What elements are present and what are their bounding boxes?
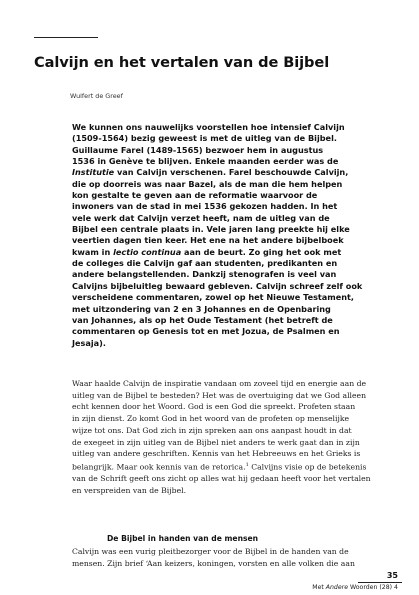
lead-line: andere belangstellenden. Dankzij stenografen is veel van (72, 269, 337, 280)
lead-paragraph (72, 122, 398, 349)
lead-line: veertien dagen tien keer. Het ene na het andere bijbelboek (72, 235, 344, 246)
lead-line: Institutie van Calvijn verschenen. Farel beschouwde Calvijn, (72, 167, 349, 178)
body-line: uitleg van de Bijbel te besteden? Het was de overtuiging dat we God alleen (72, 390, 367, 400)
lead-line: Bijbel een centrale plaats in. Vele jaren lang preekte hij elke (72, 224, 350, 235)
footer-rule (358, 582, 402, 583)
lead-line: inwoners van de stad in mei 1536 gekozen hadden. In het (72, 201, 338, 212)
lead-line: (1509-1564) bezig geweest is met de uitleg van de Bijbel. (72, 133, 337, 144)
body-line: belangrijk. Maar ook kennis van de retorica.$^1$ Calvijns visie op de betekenis (72, 461, 367, 472)
top-rule (34, 37, 98, 38)
body-line: echt kennen door het Woord. God is een God die spreekt. Profeten staan (72, 402, 356, 412)
italic-term-lectio-continua: lectio continua (113, 246, 182, 257)
lead-line: van Johannes, als op het Oude Testament (het betreft de (72, 314, 333, 325)
body-line: in zijn dienst. Zo komt God in het woord van de profeten op menselijke (72, 414, 350, 424)
lead-line: met uitzondering van 2 en 3 Johannes en de Openbaring (72, 303, 331, 314)
body-line: Calvijn was een vurig pleitbezorger voor de Bijbel in de handen van de (72, 547, 349, 556)
lead-line: die op doorreis was naar Bazel, als de man die hem helpen (72, 178, 343, 189)
lead-line: We kunnen ons nauwelijks voorstellen hoe intensief Calvijn (72, 122, 345, 132)
body-line: en verspreiden van de Bijbel. (72, 485, 187, 495)
footnote-marker: 1 (245, 461, 249, 468)
body-line: van de Schrift geeft ons zicht op alles wat hij gedaan heeft voor het vertalen (72, 474, 371, 484)
lead-line: Calvijns bijbeluitleg bewaard gebleven. Calvijn schreef zelf ook (72, 280, 363, 291)
lead-line: Guillaume Farel (1489-1565) bezwoer hem in augustus (72, 144, 324, 155)
page-number: 35 (386, 571, 398, 580)
body-line: wijze tot ons. Dat God zich in zijn spreken aan ons aanpast houdt in dat (72, 425, 352, 435)
section-paragraph (72, 546, 402, 569)
body-paragraph (72, 378, 402, 497)
lead-line: vele werk dat Calvijn verzet heeft, nam de uitleg van de (72, 212, 330, 223)
body-line: uitleg van andere geschriften. Kennis van het Hebreeuws en het Grieks is (72, 449, 361, 459)
body-line: de exegeet in zijn uitleg van de Bijbel niet anders te werk gaat dan in zijn (72, 437, 360, 447)
lead-line: kwam in lectio continua aan de beurt. Zo ging het ook met (72, 246, 342, 257)
italic-title-institutie: Institutie (72, 167, 115, 178)
body-line: mensen. Zijn brief ‘Aan keizers, koningen, vorsten en alle volken die aan (72, 558, 355, 568)
author-name: Wulfert de Greef (70, 92, 123, 100)
lead-line: Jesaja). (72, 337, 106, 348)
section-heading: De Bijbel in handen van de mensen (107, 534, 259, 543)
article-title: Calvijn en het vertalen van de Bijbel (34, 54, 330, 71)
lead-line: de colleges die Calvijn gaf aan studenten, predikanten en (72, 258, 338, 269)
lead-line: kon gestalte te geven aan de reformatie waarvoor de (72, 190, 318, 201)
journal-name: Met Andere Woorden (28) 4 (312, 584, 398, 591)
body-line: Waar haalde Calvijn de inspiratie vandaan om zoveel tijd en energie aan de (72, 379, 367, 388)
lead-line: 1536 in Genève te blijven. Enkele maanden eerder was de (72, 156, 339, 167)
lead-line: verscheidene commentaren, zowel op het Nieuwe Testament, (72, 292, 355, 303)
lead-line: commentaren op Genesis tot en met Jozua, de Psalmen en (72, 326, 340, 337)
